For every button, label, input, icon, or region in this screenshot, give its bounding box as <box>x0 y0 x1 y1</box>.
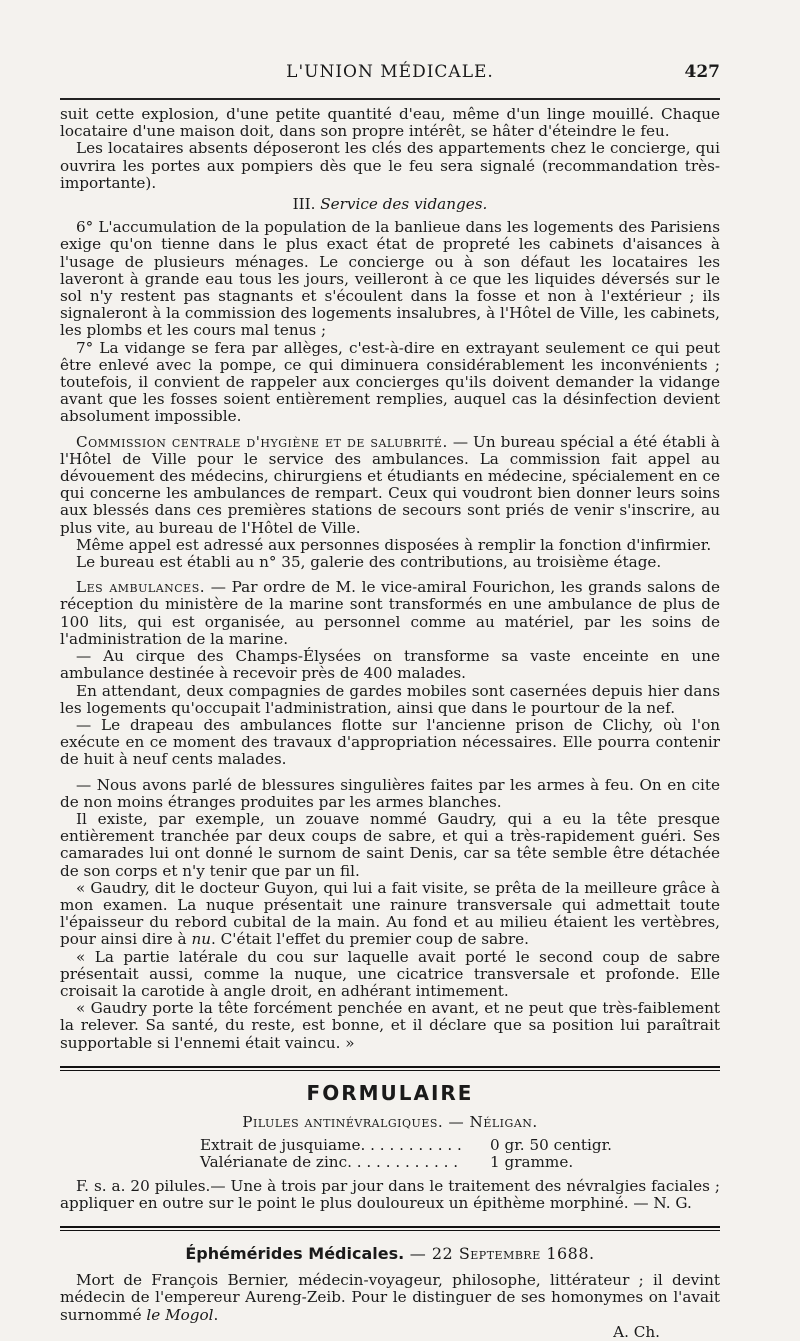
page-number: 427 <box>684 62 720 82</box>
section-heading <box>60 196 720 213</box>
paragraph: Même appel est adressé aux personnes disposées à remplir la fonction d'infirmier. <box>76 535 712 554</box>
article-body <box>60 106 720 1341</box>
running-head <box>60 62 720 90</box>
italic-word: nu <box>191 930 212 949</box>
paragraph: — Au cirque des Champs-Élysées on transforme sa vaste enceinte en une ambulance destinée à recevoir près de 400 malades. <box>60 647 720 683</box>
section-number: III. <box>292 195 316 214</box>
ingredient-row <box>200 1154 640 1171</box>
section-title: Service des vidanges. <box>320 195 488 214</box>
section-divider <box>60 1226 720 1231</box>
paragraph: Les locataires absents déposeront les clés des appartements chez le concierge, qui ouvrira les portes aux pompiers dès que le feu sera signalé (recommandation très-importante). <box>60 139 720 192</box>
paragraph: Il existe, par exemple, un zouave nommé Gaudry, qui a eu la tête presque entièrement tranchée par deux coups de sabre, et qui a très-rapidement guéri. Ses camarades lui ont donné le surnom de saint Denis, car sa tête semble être détachée de son corps et n'y tenir que par un fil. <box>60 809 720 880</box>
ephemerides-heading: Éphémérides Médicales. <box>185 1243 405 1263</box>
running-title: L'UNION MÉDICALE. <box>286 62 494 82</box>
lead-in: Les ambulances. <box>76 578 206 597</box>
paragraph-text: — Un bureau spécial a été établi à l'Hôtel de Ville pour le service des ambulances. La commission fait appel au dévouement des médecins, chirurgiens et étudiants en médecine, spécialement en ce qui concerne les ambulances de rempart. Ceux qui voudront bien donner leurs soins aux blessés dans ces premières stations de secours sont priés de venir s'inscrire, au plus vite, au bureau de l'Hôtel de Ville. <box>60 432 720 537</box>
paragraph-text: . C'était l'effet du premier coup de sabre. <box>211 930 529 949</box>
ephemerides-paragraph <box>60 1272 720 1324</box>
ingredient-quantity: 0 gr. 50 centigr. <box>490 1136 612 1155</box>
section-divider <box>60 1066 720 1071</box>
ambulances-paragraph <box>60 579 720 648</box>
paragraph-text: Mort de François Bernier, médecin-voyageur, philosophe, littérateur ; il devint médecin de l'empereur Aureng-Zeib. Pour le distinguer de ses homonymes on l'avait surnommé <box>60 1271 720 1324</box>
ingredient-quantity: 1 gramme. <box>490 1153 574 1172</box>
header-rule <box>60 98 720 100</box>
ingredient-row <box>200 1137 640 1154</box>
ephemerides-date: — 22 Septembre 1688. <box>404 1243 595 1263</box>
ephemerides-title <box>60 1245 720 1262</box>
formula-instructions: F. s. a. 20 pilules.— Une à trois par jour dans le traitement des névralgies faciales ; appliquer en outre sur le point le plus douloureux un épithème morphiné. — N. G. <box>60 1176 720 1212</box>
remedy-name: Pilules antinévralgiques. <box>242 1112 444 1131</box>
paragraph: — Le drapeau des ambulances flotte sur l'ancienne prison de Clichy, où l'on exécute en ce moment des travaux d'appropriation nécessaires. Elle pourra contenir de huit à neuf cents malades. <box>60 715 720 769</box>
paragraph: En attendant, deux compagnies de gardes mobiles sont casernées depuis hier dans les logements qu'occupait l'administration, ainsi que dans le pourtour de la nef. <box>60 681 720 717</box>
ingredient-name: Extrait de jusquiame. . . . . . . . . . . <box>200 1136 462 1155</box>
remedy-title <box>60 1114 720 1131</box>
paragraph: 7° La vidange se fera par allèges, c'est-à-dire en extrayant seulement ce qui peut être enlevé avec la pompe, ce qui diminuera considérablement les inconvénients ; toutefois, il convient de rappeler aux concierges qu'ils doivent demander la vidange avant que les fosses soient entièrement remplies, auquel cas la désinfection devient absolument impossible. <box>60 338 720 426</box>
paragraph: Le bureau est établi au n° 35, galerie des contributions, au troisième étage. <box>76 553 662 572</box>
quote-paragraph <box>60 880 720 949</box>
paragraph: « La partie latérale du cou sur laquelle avait porté le second coup de sabre présentait aussi, comme la nuque, une cicatrice transversale et profonde. Elle croisait la carotide à angle droit, en adhérant intimement. <box>60 947 720 1000</box>
signature: A. Ch. <box>613 1322 660 1341</box>
paragraph: suit cette explosion, d'une petite quantité d'eau, même d'un linge mouillé. Chaque locataire d'une maison doit, dans son propre intérêt, se hâter d'éteindre le feu. <box>60 105 720 141</box>
paragraph-text: « Gaudry, dit le docteur Guyon, qui lui a fait visite, se prêta de la meilleure grâce à mon examen. La nuque présentait une rainure transversale qui admettait toute l'épaisseur du rebord cubital de la main. Au fond et au milieu étaient les vertèbres, pour ainsi dire à <box>60 878 720 949</box>
commission-paragraph <box>60 434 720 537</box>
paragraph-text: — Par ordre de M. le vice-amiral Fourichon, les grands salons de réception du ministère de la marine sont transformés en une ambulance de plus de 100 lits, qui est organisée, au personnel comme au matériel, par les soins de l'administration de la marine. <box>60 578 720 648</box>
remedy-author: — Néligan. <box>443 1112 538 1131</box>
paragraph: 6° L'accumulation de la population de la banlieue dans les logements des Parisiens exige qu'on tienne dans le plus exact état de propreté les cabinets d'aisances à l'usage de plusieurs ménages. Le concierge ou à son défaut les locataires les laveront à grande eau tous les jours, veilleront à ce que les liquides déversés sur le sol n'y restent pas stagnants et s'écoulent dans la fosse et non à l'extérieur ; ils signaleront à la commission des logements insalubres, à l'Hôtel de Ville, les cabinets, les plombs et les cours mal tenus ; <box>60 218 720 340</box>
italic-word: le Mogol <box>146 1305 214 1324</box>
formulaire-title: FORMULAIRE <box>306 1080 474 1105</box>
ingredient-name: Valérianate de zinc. . . . . . . . . . . . <box>200 1153 459 1172</box>
paragraph: « Gaudry porte la tête forcément penchée en avant, et ne peut que très-faiblement la relever. Sa santé, du reste, est bonne, et il déclare que sa position lui paraîtrait supportable si l'ennemi était vaincu. » <box>60 999 720 1052</box>
paragraph-text: . <box>213 1305 219 1324</box>
paragraph: — Nous avons parlé de blessures singulières faites par les armes à feu. On en cite de non moins étranges produites par les armes blanches. <box>60 775 720 811</box>
lead-in: Commission centrale d'hygiène et de salubrité. <box>76 432 448 451</box>
